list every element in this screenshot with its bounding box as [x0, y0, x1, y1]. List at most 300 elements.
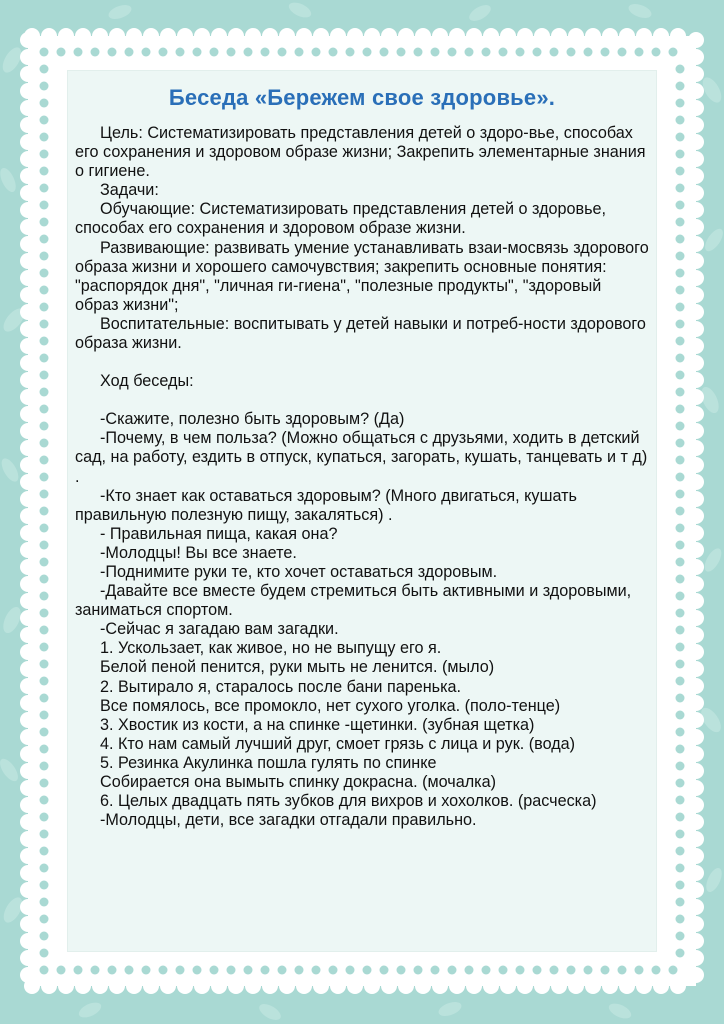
lace-scallop	[143, 28, 159, 44]
lace-scallop	[483, 978, 499, 994]
lace-scallop	[20, 49, 36, 65]
lace-scallop	[347, 978, 363, 994]
lace-hole	[40, 269, 49, 278]
lace-scallop	[688, 151, 704, 167]
lace-hole	[40, 643, 49, 652]
lace-hole	[676, 609, 685, 618]
lace-scallop	[20, 202, 36, 218]
lace-scallop	[75, 978, 91, 994]
lace-hole	[635, 966, 644, 975]
lace-hole	[329, 48, 338, 57]
lace-scallop	[688, 661, 704, 677]
lace-hole	[40, 694, 49, 703]
lace-scallop	[160, 28, 176, 44]
lace-scallop	[160, 978, 176, 994]
lace-scallop	[688, 899, 704, 915]
lace-hole	[261, 966, 270, 975]
lace-hole	[40, 201, 49, 210]
lace-scallop	[41, 28, 57, 44]
lace-scallop	[245, 978, 261, 994]
lace-hole	[676, 337, 685, 346]
lace-scallop	[20, 491, 36, 507]
lace-scallop	[20, 729, 36, 745]
lace-hole	[40, 541, 49, 550]
lace-scallop	[688, 831, 704, 847]
lace-hole	[448, 48, 457, 57]
lace-hole	[676, 65, 685, 74]
lace-scallop	[688, 780, 704, 796]
lace-scallop	[500, 978, 516, 994]
lace-scallop	[20, 100, 36, 116]
learning-tasks-paragraph: Обучающие: Систематизировать представления детей о здоровье, способах его сохранения и здоровом образе жизни.	[75, 200, 607, 238]
lace-scallop	[688, 933, 704, 949]
lace-hole	[465, 48, 474, 57]
lace-scallop	[20, 219, 36, 235]
lace-scallop	[688, 270, 704, 286]
lace-scallop	[20, 933, 36, 949]
lace-hole	[40, 286, 49, 295]
lace-scallop	[432, 28, 448, 44]
lace-hole	[40, 745, 49, 754]
lace-hole	[465, 966, 474, 975]
lace-scallop	[126, 978, 142, 994]
riddle-line: Белой пеной пенится, руки мыть не ленится. (мыло)	[100, 658, 495, 677]
lace-hole	[676, 643, 685, 652]
lace-hole	[40, 252, 49, 261]
lace-hole	[40, 558, 49, 567]
lace-hole	[584, 48, 593, 57]
lace-hole	[40, 422, 49, 431]
lace-hole	[676, 711, 685, 720]
lace-scallop	[551, 978, 567, 994]
lace-scallop	[688, 83, 704, 99]
lace-hole	[40, 405, 49, 414]
lace-hole	[431, 966, 440, 975]
lace-scallop	[688, 576, 704, 592]
lace-scallop	[20, 950, 36, 966]
lace-scallop	[688, 508, 704, 524]
lace-hole	[227, 966, 236, 975]
lace-hole	[57, 966, 66, 975]
lace-scallop	[20, 916, 36, 932]
lace-scallop	[126, 28, 142, 44]
lace-scallop	[688, 253, 704, 269]
document-body	[75, 84, 649, 830]
lace-scallop	[688, 389, 704, 405]
lace-scallop	[20, 712, 36, 728]
lace-hole	[312, 48, 321, 57]
lace-scallop	[20, 695, 36, 711]
lace-hole	[676, 592, 685, 601]
lace-scallop	[228, 978, 244, 994]
lace-hole	[676, 99, 685, 108]
lace-scallop	[381, 28, 397, 44]
lace-hole	[533, 966, 542, 975]
lace-scallop	[636, 978, 652, 994]
riddle-line: 3. Хвостик из кости, а на спинке -щетинки. (зубная щетка)	[100, 715, 535, 734]
lace-scallop	[688, 117, 704, 133]
lace-scallop	[466, 978, 482, 994]
lace-scallop	[20, 389, 36, 405]
lace-scallop	[688, 423, 704, 439]
lace-scallop	[602, 978, 618, 994]
lace-scallop	[688, 848, 704, 864]
lace-scallop	[20, 32, 36, 48]
lace-hole	[676, 626, 685, 635]
lace-scallop	[688, 287, 704, 303]
lace-hole	[676, 269, 685, 278]
lace-scallop	[313, 978, 329, 994]
lace-hole	[40, 609, 49, 618]
lace-hole	[676, 218, 685, 227]
lace-scallop	[245, 28, 261, 44]
lace-scallop	[20, 304, 36, 320]
lace-scallop	[20, 236, 36, 252]
lace-scallop	[20, 814, 36, 830]
lace-scallop	[415, 28, 431, 44]
lace-scallop	[20, 967, 36, 983]
lace-scallop	[483, 28, 499, 44]
lace-scallop	[688, 219, 704, 235]
lace-scallop	[20, 508, 36, 524]
dialogue-line: -Молодцы! Вы все знаете.	[100, 543, 297, 562]
lace-scallop	[20, 372, 36, 388]
lace-hole	[312, 966, 321, 975]
lace-hole	[676, 252, 685, 261]
lace-hole	[676, 286, 685, 295]
lace-hole	[676, 575, 685, 584]
lace-scallop	[20, 440, 36, 456]
lace-hole	[40, 150, 49, 159]
lace-hole	[669, 966, 678, 975]
lace-scallop	[602, 28, 618, 44]
lace-hole	[676, 235, 685, 244]
lace-scallop	[279, 28, 295, 44]
lace-hole	[40, 507, 49, 516]
goal-paragraph: Цель: Систематизировать представления детей о здоро-вье, способах его сохранения и здоровом образе жизни; Закрепить элементарные знания о гигиене.	[75, 124, 646, 181]
lace-hole	[40, 456, 49, 465]
lace-hole	[40, 303, 49, 312]
lace-hole	[193, 966, 202, 975]
lace-scallop	[364, 978, 380, 994]
lace-scallop	[585, 978, 601, 994]
lace-scallop	[688, 559, 704, 575]
lace-scallop	[20, 593, 36, 609]
lace-scallop	[109, 978, 125, 994]
lace-scallop	[20, 559, 36, 575]
lace-hole	[676, 694, 685, 703]
lace-hole	[380, 966, 389, 975]
lace-scallop	[20, 780, 36, 796]
dialogue-line: - Правильная пища, какая она?	[100, 524, 338, 543]
lace-hole	[40, 388, 49, 397]
lace-scallop	[688, 202, 704, 218]
lace-hole	[676, 201, 685, 210]
lace-scallop	[20, 610, 36, 626]
lace-scallop	[20, 644, 36, 660]
lace-hole	[431, 48, 440, 57]
lace-hole	[618, 48, 627, 57]
lace-scallop	[20, 763, 36, 779]
lace-hole	[74, 966, 83, 975]
lace-scallop	[500, 28, 516, 44]
lace-hole	[601, 966, 610, 975]
lace-hole	[40, 575, 49, 584]
lace-scallop	[568, 28, 584, 44]
lace-scallop	[20, 151, 36, 167]
lace-scallop	[688, 168, 704, 184]
lace-scallop	[296, 978, 312, 994]
lace-scallop	[688, 355, 704, 371]
lace-scallop	[688, 406, 704, 422]
lace-hole	[176, 48, 185, 57]
lace-hole	[676, 490, 685, 499]
lace-scallop	[262, 978, 278, 994]
lace-hole	[40, 779, 49, 788]
lace-scallop	[688, 746, 704, 762]
lace-hole	[40, 762, 49, 771]
lace-hole	[295, 966, 304, 975]
lace-scallop	[20, 525, 36, 541]
process-heading: Ход беседы:	[100, 372, 194, 391]
lace-hole	[676, 116, 685, 125]
lace-scallop	[177, 28, 193, 44]
lace-hole	[40, 915, 49, 924]
lace-scallop	[534, 28, 550, 44]
lace-hole	[676, 524, 685, 533]
lace-scallop	[194, 28, 210, 44]
lace-scallop	[20, 474, 36, 490]
lace-hole	[676, 779, 685, 788]
lace-hole	[159, 48, 168, 57]
riddle-line: 2. Вытирало я, старалось после бани паренька.	[100, 677, 462, 696]
lace-hole	[499, 48, 508, 57]
lace-scallop	[688, 644, 704, 660]
lace-scallop	[688, 440, 704, 456]
lace-hole	[676, 864, 685, 873]
lace-hole	[516, 48, 525, 57]
lace-hole	[40, 677, 49, 686]
lace-hole	[142, 966, 151, 975]
lace-scallop	[688, 32, 704, 48]
lace-scallop	[688, 134, 704, 150]
lace-scallop	[688, 321, 704, 337]
lace-scallop	[194, 978, 210, 994]
lace-scallop	[20, 661, 36, 677]
lace-hole	[227, 48, 236, 57]
lace-scallop	[517, 978, 533, 994]
lace-scallop	[75, 28, 91, 44]
page-title: Беседа «Бережем свое здоровье».	[168, 85, 556, 110]
lace-scallop	[688, 593, 704, 609]
lace-hole	[142, 48, 151, 57]
lace-scallop	[211, 978, 227, 994]
lace-hole	[676, 303, 685, 312]
lace-scallop	[688, 882, 704, 898]
lace-hole	[40, 184, 49, 193]
lace-scallop	[143, 978, 159, 994]
tasks-heading: Задачи:	[100, 181, 159, 200]
lace-hole	[40, 813, 49, 822]
lace-hole	[91, 48, 100, 57]
lace-hole	[676, 150, 685, 159]
lace-scallop	[619, 28, 635, 44]
lace-hole	[108, 966, 117, 975]
lace-hole	[676, 847, 685, 856]
lace-scallop	[517, 28, 533, 44]
lace-hole	[40, 898, 49, 907]
lace-hole	[676, 813, 685, 822]
lace-scallop	[449, 28, 465, 44]
lace-scallop	[20, 117, 36, 133]
lace-hole	[516, 966, 525, 975]
dialogue-line: -Поднимите руки те, кто хочет оставаться здоровым.	[100, 562, 498, 581]
lace-hole	[40, 371, 49, 380]
lace-scallop	[688, 610, 704, 626]
lace-hole	[676, 133, 685, 142]
lace-hole	[40, 932, 49, 941]
lace-scallop	[688, 66, 704, 82]
lace-scallop	[20, 134, 36, 150]
lace-scallop	[688, 763, 704, 779]
lace-scallop	[20, 253, 36, 269]
lace-hole	[125, 966, 134, 975]
lace-scallop	[20, 423, 36, 439]
lace-hole	[40, 881, 49, 890]
lace-hole	[40, 796, 49, 805]
lace-scallop	[20, 627, 36, 643]
lace-hole	[40, 864, 49, 873]
lace-hole	[550, 48, 559, 57]
lace-scallop	[670, 978, 686, 994]
lace-scallop	[688, 100, 704, 116]
lace-scallop	[415, 978, 431, 994]
lace-hole	[414, 48, 423, 57]
lace-scallop	[688, 457, 704, 473]
lace-scallop	[20, 185, 36, 201]
riddle-line: 5. Резинка Акулинка пошла гулять по спинке	[100, 753, 437, 772]
lace-scallop	[20, 457, 36, 473]
lace-hole	[363, 966, 372, 975]
lace-scallop	[688, 814, 704, 830]
lace-scallop	[688, 712, 704, 728]
lace-hole	[414, 966, 423, 975]
lace-hole	[533, 48, 542, 57]
lace-hole	[40, 116, 49, 125]
lace-scallop	[364, 28, 380, 44]
lace-scallop	[92, 978, 108, 994]
lace-hole	[676, 762, 685, 771]
lace-hole	[40, 830, 49, 839]
lace-scallop	[381, 978, 397, 994]
lace-scallop	[688, 338, 704, 354]
lace-scallop	[20, 321, 36, 337]
lace-hole	[676, 677, 685, 686]
lace-scallop	[398, 28, 414, 44]
lace-scallop	[670, 28, 686, 44]
lace-scallop	[20, 542, 36, 558]
lace-scallop	[398, 978, 414, 994]
lace-hole	[676, 541, 685, 550]
lace-hole	[40, 65, 49, 74]
lace-hole	[329, 966, 338, 975]
lace-hole	[397, 966, 406, 975]
lace-hole	[40, 966, 49, 975]
lace-hole	[40, 524, 49, 533]
lace-hole	[40, 218, 49, 227]
lace-hole	[159, 966, 168, 975]
lace-hole	[482, 48, 491, 57]
lace-hole	[210, 48, 219, 57]
lace-scallop	[20, 797, 36, 813]
lace-scallop	[688, 678, 704, 694]
lace-hole	[91, 966, 100, 975]
lace-hole	[278, 48, 287, 57]
lace-hole	[567, 48, 576, 57]
lace-scallop	[688, 797, 704, 813]
lace-hole	[40, 473, 49, 482]
lace-scallop	[20, 746, 36, 762]
lace-hole	[676, 728, 685, 737]
lace-scallop	[20, 865, 36, 881]
lace-scallop	[688, 865, 704, 881]
lace-scallop	[279, 978, 295, 994]
lace-scallop	[688, 372, 704, 388]
lace-hole	[40, 728, 49, 737]
riddle-line: Собирается она вымыть спинку докрасна. (мочалка)	[100, 773, 496, 791]
lace-hole	[176, 966, 185, 975]
lace-scallop	[688, 967, 704, 983]
lace-hole	[676, 932, 685, 941]
lace-hole	[676, 184, 685, 193]
lace-hole	[40, 949, 49, 958]
riddle-line: 1. Ускользает, как живое, но не выпущу его я.	[100, 639, 442, 658]
lace-scallop	[109, 28, 125, 44]
lace-hole	[57, 48, 66, 57]
lace-scallop	[41, 978, 57, 994]
lace-hole	[397, 48, 406, 57]
lace-scallop	[330, 978, 346, 994]
lace-hole	[40, 235, 49, 244]
lace-hole	[40, 847, 49, 856]
lace-hole	[346, 966, 355, 975]
lace-hole	[676, 388, 685, 397]
lace-hole	[40, 354, 49, 363]
lace-hole	[652, 48, 661, 57]
lace-hole	[676, 745, 685, 754]
dialogue-line: -Кто знает как оставаться здоровым? (Много двигаться, кушать правильную полезную пищу, закаляться) .	[75, 486, 577, 524]
lace-scallop	[688, 525, 704, 541]
lace-hole	[676, 915, 685, 924]
lace-hole	[40, 711, 49, 720]
lace-scallop	[653, 28, 669, 44]
lace-scallop	[688, 916, 704, 932]
lace-hole	[210, 966, 219, 975]
lace-scallop	[20, 270, 36, 286]
lace-hole	[676, 898, 685, 907]
lace-hole	[676, 796, 685, 805]
lace-scallop	[688, 627, 704, 643]
lace-scallop	[330, 28, 346, 44]
lace-scallop	[432, 978, 448, 994]
lace-scallop	[92, 28, 108, 44]
lace-hole	[40, 82, 49, 91]
lace-scallop	[262, 28, 278, 44]
lace-hole	[676, 320, 685, 329]
lace-scallop	[688, 542, 704, 558]
lace-hole	[550, 966, 559, 975]
lace-scallop	[313, 28, 329, 44]
